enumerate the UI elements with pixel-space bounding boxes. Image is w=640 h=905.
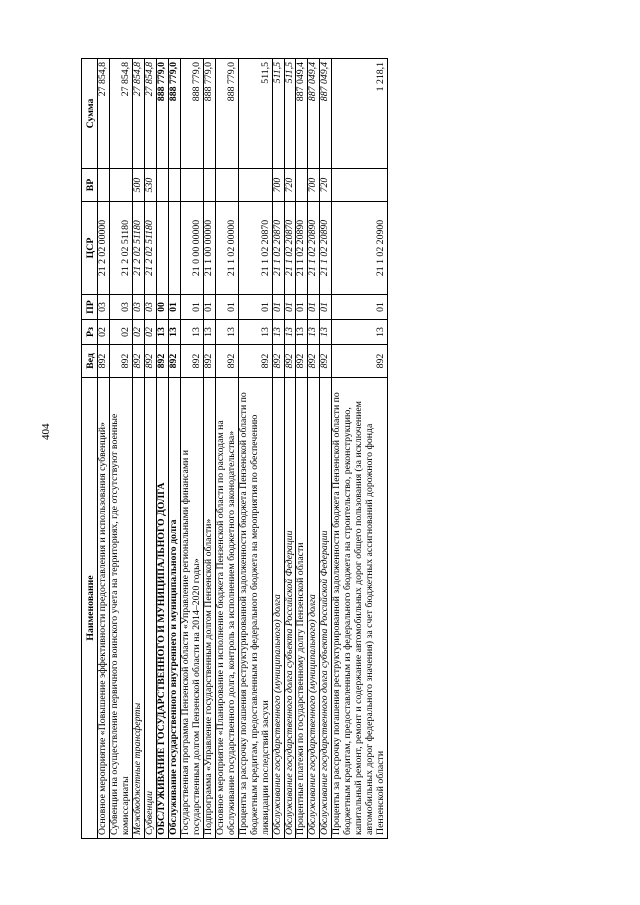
- row-rz-cell: 13: [308, 320, 320, 345]
- row-rz-cell: 13: [203, 320, 215, 345]
- row-sum-cell: 888 779,0: [203, 59, 215, 169]
- row-csr-cell: 21 1 02 20890: [308, 202, 320, 295]
- row-pr-cell: 01: [238, 295, 272, 320]
- row-vr-cell: 500: [132, 169, 144, 202]
- row-sum-cell: 887 049,4: [308, 59, 320, 169]
- table-row: [144, 59, 156, 839]
- row-pr-cell: 03: [109, 295, 132, 320]
- header-name: Наименование: [82, 378, 98, 839]
- row-name-cell: Субвенции на осуществление первичного воинского учета на территориях, где отсутствуют военные комиссариаты: [109, 378, 132, 839]
- row-csr-cell: 21 1 02 20890: [296, 202, 308, 295]
- row-pr-cell: 01: [320, 295, 332, 320]
- row-rz-cell: 13: [168, 320, 180, 345]
- row-csr-cell: 21 1 02 00000: [215, 202, 238, 295]
- row-name-cell: Государственная программа Пензенской области «Управление региональными финансами и государственным долгом Пензенской области на 2014–2020 годы»: [180, 378, 203, 839]
- row-ved-cell: 892: [284, 345, 296, 378]
- table-row: [168, 59, 180, 839]
- row-sum-cell: 887 049,4: [296, 59, 308, 169]
- header-rz: Рз: [82, 320, 98, 345]
- row-ved-cell: 892: [332, 345, 388, 378]
- table-row: [332, 59, 388, 839]
- row-rz-cell: 02: [132, 320, 144, 345]
- row-csr-cell: 21 1 02 20870: [284, 202, 296, 295]
- row-pr-cell: 01: [308, 295, 320, 320]
- row-csr-cell: [168, 202, 180, 295]
- row-csr-cell: 21 2 02 51180: [144, 202, 156, 295]
- row-ved-cell: 892: [98, 345, 110, 378]
- row-vr-cell: 720: [320, 169, 332, 202]
- row-vr-cell: 720: [284, 169, 296, 202]
- row-vr-cell: [332, 169, 388, 202]
- table-row: [132, 59, 144, 839]
- table-header-row: [82, 59, 98, 839]
- row-sum-cell: 511,5: [238, 59, 272, 169]
- row-ved-cell: 892: [180, 345, 203, 378]
- row-vr-cell: [215, 169, 238, 202]
- row-csr-cell: 21 2 02 51180: [109, 202, 132, 295]
- row-ved-cell: 892: [156, 345, 168, 378]
- table-row: [238, 59, 272, 839]
- row-sum-cell: 27 854,8: [98, 59, 110, 169]
- table-row: [215, 59, 238, 839]
- header-csr: ЦСР: [82, 202, 98, 295]
- row-pr-cell: 03: [144, 295, 156, 320]
- row-pr-cell: 01: [296, 295, 308, 320]
- row-ved-cell: 892: [203, 345, 215, 378]
- row-vr-cell: [98, 169, 110, 202]
- row-pr-cell: 00: [156, 295, 168, 320]
- header-ved: Вед: [82, 345, 98, 378]
- row-ved-cell: 892: [308, 345, 320, 378]
- row-name-cell: Обслуживание государственного внутреннего и муниципального долга: [168, 378, 180, 839]
- row-sum-cell: 888 779,0: [156, 59, 168, 169]
- row-ved-cell: 892: [320, 345, 332, 378]
- table-row: [203, 59, 215, 839]
- header-vr: ВР: [82, 169, 98, 202]
- row-ved-cell: 892: [296, 345, 308, 378]
- row-rz-cell: 13: [272, 320, 284, 345]
- row-ved-cell: 892: [109, 345, 132, 378]
- row-ved-cell: 892: [215, 345, 238, 378]
- header-pr: ПР: [82, 295, 98, 320]
- table-row: [98, 59, 110, 839]
- row-pr-cell: 03: [132, 295, 144, 320]
- row-pr-cell: 01: [168, 295, 180, 320]
- table-row: [284, 59, 296, 839]
- row-vr-cell: [180, 169, 203, 202]
- row-sum-cell: 887 049,4: [320, 59, 332, 169]
- row-sum-cell: 888 779,0: [215, 59, 238, 169]
- row-name-cell: Межбюджетные трансферты: [132, 378, 144, 839]
- row-vr-cell: 700: [272, 169, 284, 202]
- row-vr-cell: [156, 169, 168, 202]
- row-rz-cell: 02: [109, 320, 132, 345]
- table-row: [109, 59, 132, 839]
- row-name-cell: Обслуживание государственного долга субъекта Российской Федерации: [284, 378, 296, 839]
- row-pr-cell: 03: [98, 295, 110, 320]
- row-name-cell: Проценты за рассрочку погашения реструктурированной задолженности бюджета Пензенской области по бюджетным кредитам, предоставленным из федерального бюджета на строительство, реконструкцию, капитальный ремонт, ремонт и содержание автомобильных дорог общего пользования (за исключением автомобильных дорог федерального значения) за счет бюджетных ассигнований дорожного фонда Пензенской области: [332, 378, 388, 839]
- row-sum-cell: 888 779,0: [180, 59, 203, 169]
- row-ved-cell: 892: [144, 345, 156, 378]
- row-ved-cell: 892: [132, 345, 144, 378]
- row-sum-cell: 27 854,8: [132, 59, 144, 169]
- page-number: 404: [40, 423, 52, 440]
- row-name-cell: Обслуживание государственного (муниципального) долга: [308, 378, 320, 839]
- row-vr-cell: [168, 169, 180, 202]
- row-name-cell: Обслуживание государственного долга субъекта Российской Федерации: [320, 378, 332, 839]
- row-pr-cell: 01: [203, 295, 215, 320]
- row-rz-cell: 13: [238, 320, 272, 345]
- row-vr-cell: [109, 169, 132, 202]
- row-vr-cell: 700: [308, 169, 320, 202]
- row-sum-cell: 1 218,1: [332, 59, 388, 169]
- header-sum: Сумма: [82, 59, 98, 169]
- row-ved-cell: 892: [272, 345, 284, 378]
- row-name-cell: Основное мероприятие «Планирование и исполнение бюджета Пензенской области по расходам на обслуживание государственного долга, контроль за исполнением бюджетного законодательства»: [215, 378, 238, 839]
- row-sum-cell: 511,5: [284, 59, 296, 169]
- budget-table: [81, 58, 388, 839]
- row-name-cell: Субвенции: [144, 378, 156, 839]
- row-rz-cell: 13: [156, 320, 168, 345]
- row-pr-cell: 01: [272, 295, 284, 320]
- row-csr-cell: 21 2 02 51180: [132, 202, 144, 295]
- row-sum-cell: 27 854,8: [144, 59, 156, 169]
- row-rz-cell: 02: [98, 320, 110, 345]
- row-name-cell: Обслуживание государственного (муниципального) долга: [272, 378, 284, 839]
- row-ved-cell: 892: [238, 345, 272, 378]
- row-pr-cell: 01: [215, 295, 238, 320]
- row-csr-cell: 21 1 00 00000: [203, 202, 215, 295]
- row-sum-cell: 888 779,0: [168, 59, 180, 169]
- row-name-cell: Основное мероприятие «Повышение эффективности предоставления и использования субвенций»: [98, 378, 110, 839]
- row-csr-cell: [156, 202, 168, 295]
- row-csr-cell: 21 1 02 20900: [332, 202, 388, 295]
- row-rz-cell: 13: [284, 320, 296, 345]
- row-vr-cell: [296, 169, 308, 202]
- row-rz-cell: 13: [215, 320, 238, 345]
- row-rz-cell: 02: [144, 320, 156, 345]
- table-row: [308, 59, 320, 839]
- table-row: [272, 59, 284, 839]
- rotated-page-content: [81, 59, 568, 839]
- table-row: [320, 59, 332, 839]
- row-rz-cell: 13: [332, 320, 388, 345]
- row-csr-cell: 21 1 02 20870: [238, 202, 272, 295]
- row-name-cell: Подпрограмма «Управление государственным долгом Пензенской области»: [203, 378, 215, 839]
- row-pr-cell: 01: [180, 295, 203, 320]
- row-vr-cell: [238, 169, 272, 202]
- row-csr-cell: 21 1 02 20870: [272, 202, 284, 295]
- row-vr-cell: [203, 169, 215, 202]
- row-vr-cell: 530: [144, 169, 156, 202]
- row-name-cell: ОБСЛУЖИВАНИЕ ГОСУДАРСТВЕННОГО И МУНИЦИПАЛЬНОГО ДОЛГА: [156, 378, 168, 839]
- table-row: [156, 59, 168, 839]
- row-rz-cell: 13: [320, 320, 332, 345]
- row-pr-cell: 01: [332, 295, 388, 320]
- row-sum-cell: 27 854,8: [109, 59, 132, 169]
- row-name-cell: Проценты за рассрочку погашения реструктурированной задолженности бюджета Пензенской области по бюджетным кредитам, предоставленным из федерального бюджета на мероприятия по обеспечению ликвидации последствий засухи: [238, 378, 272, 839]
- row-name-cell: Процентные платежи по государственному долгу Пензенской области: [296, 378, 308, 839]
- row-rz-cell: 13: [296, 320, 308, 345]
- row-csr-cell: 21 1 02 20890: [320, 202, 332, 295]
- row-rz-cell: 13: [180, 320, 203, 345]
- row-pr-cell: 01: [284, 295, 296, 320]
- table-row: [180, 59, 203, 839]
- table-row: [296, 59, 308, 839]
- row-csr-cell: 21 2 02 00000: [98, 202, 110, 295]
- row-csr-cell: 21 0 00 00000: [180, 202, 203, 295]
- row-ved-cell: 892: [168, 345, 180, 378]
- row-sum-cell: 511,5: [272, 59, 284, 169]
